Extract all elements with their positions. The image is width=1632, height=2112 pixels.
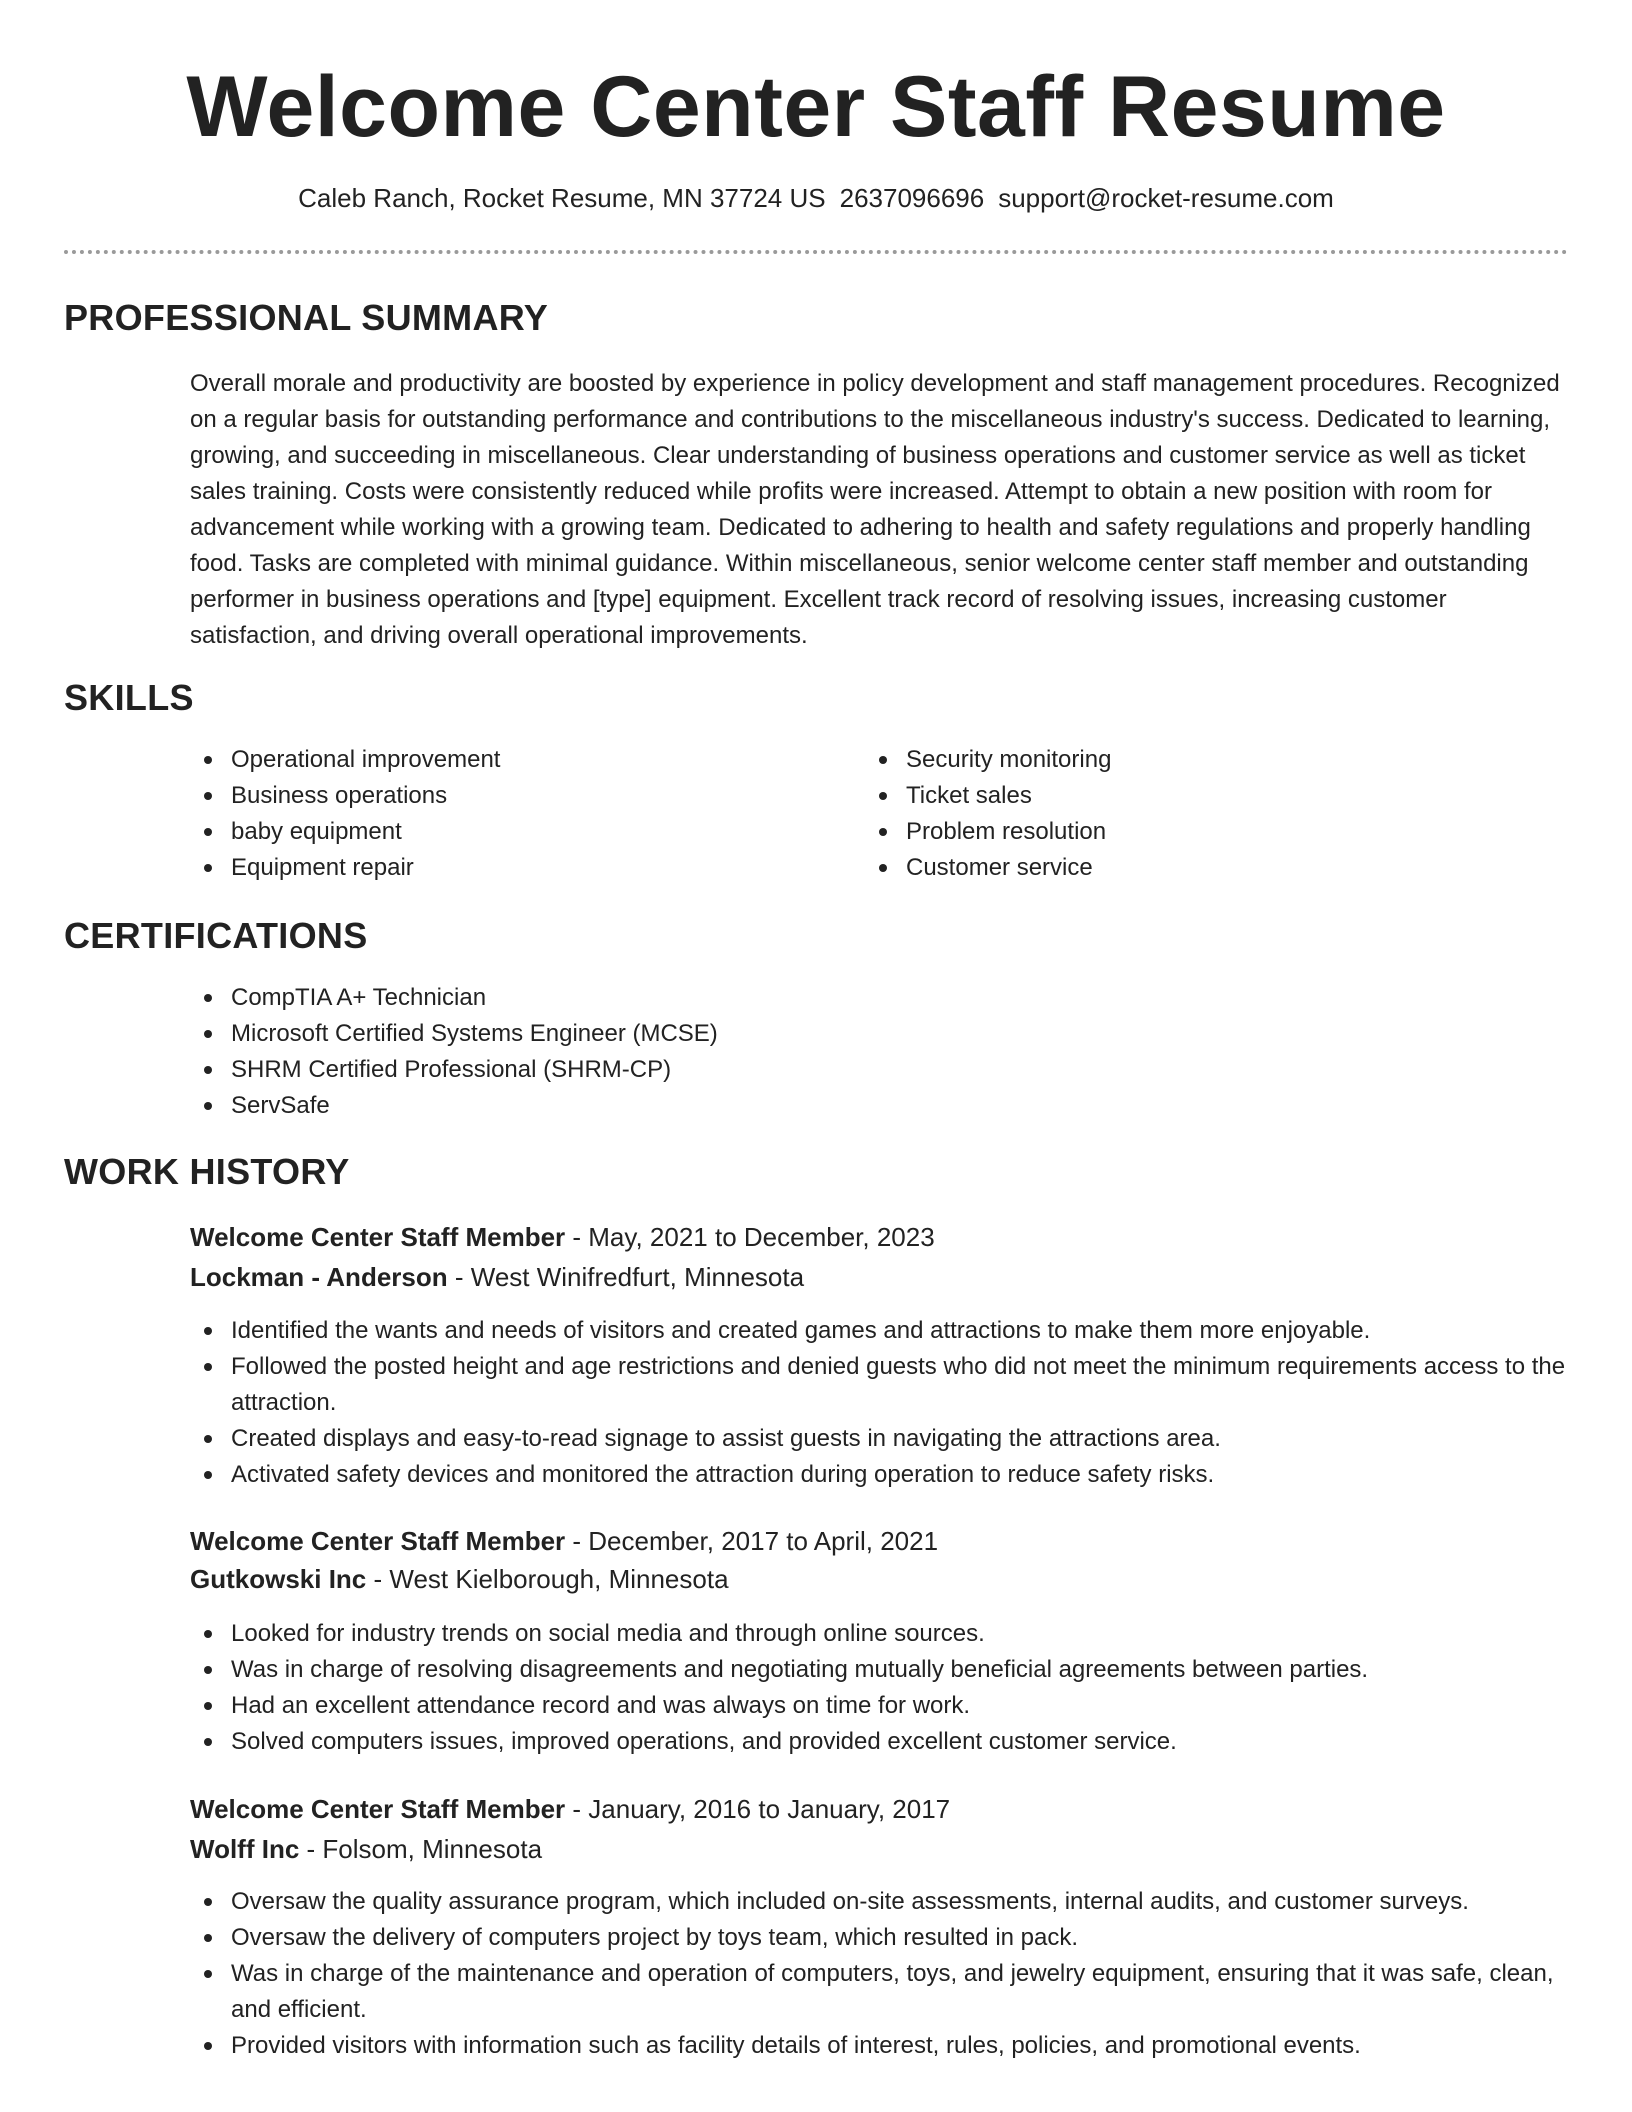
- job-dates: - May, 2021 to December, 2023: [565, 1222, 935, 1252]
- job-bullet: Oversaw the quality assurance program, which included on-site assessments, internal audits, and customer surveys.: [187, 1884, 1572, 1920]
- job-title: Welcome Center Staff Member: [190, 1794, 566, 1824]
- job-bullet: Provided visitors with information such as facility details of interest, rules, policies, and promotional events.: [187, 2028, 1572, 2064]
- job-title: Welcome Center Staff Member: [190, 1526, 566, 1556]
- job-bullet: Solved computers issues, improved operations, and provided excellent customer service.: [187, 1724, 1572, 1760]
- job-company: Lockman - Anderson: [190, 1262, 448, 1292]
- job-dates: - December, 2017 to April, 2021: [565, 1526, 939, 1556]
- job-bullet: Was in charge of the maintenance and operation of computers, toys, and jewelry equipment, ensuring that it was safe, clean, and efficient.: [187, 1956, 1572, 2028]
- job-bullets: [187, 1884, 1572, 2064]
- certification-item: Microsoft Certified Systems Engineer (MCSE): [187, 1016, 1487, 1052]
- job-bullet: Followed the posted height and age restrictions and denied guests who did not meet the minimum requirements access to the attraction.: [187, 1349, 1572, 1421]
- job-company: Wolff Inc: [190, 1834, 300, 1864]
- certifications-list: [187, 980, 1487, 1124]
- certification-item: CompTIA A+ Technician: [187, 980, 1487, 1016]
- job-company-line: [190, 1830, 542, 1868]
- job-bullets: [187, 1313, 1572, 1493]
- job-company-line: [190, 1258, 804, 1296]
- job-title-line: [190, 1790, 950, 1828]
- job-title: Welcome Center Staff Member: [190, 1222, 566, 1252]
- job-location: - West Winifredfurt, Minnesota: [447, 1262, 805, 1292]
- skill-item: Problem resolution: [862, 814, 1462, 850]
- skill-item: Ticket sales: [862, 778, 1462, 814]
- work-history-heading: WORK HISTORY: [64, 1151, 350, 1192]
- skill-item: Operational improvement: [187, 742, 787, 778]
- skill-item: Customer service: [862, 850, 1462, 886]
- job-location: - Folsom, Minnesota: [299, 1834, 543, 1864]
- skill-item: Equipment repair: [187, 850, 787, 886]
- job-dates: - January, 2016 to January, 2017: [565, 1794, 951, 1824]
- summary-heading: PROFESSIONAL SUMMARY: [64, 297, 549, 338]
- job-title-line: [190, 1218, 935, 1256]
- resume-title: Welcome Center Staff Resume: [186, 59, 1446, 155]
- summary-text: Overall morale and productivity are boosted by experience in policy development and staff management procedures. Recognized on a regular basis for outstanding performance and contributions to the miscellaneous industry's success. Dedicated to learning, growing, and succeeding in miscellaneous. Clear understanding of business operations and customer service as well as ticket sales training. Costs were consistently reduced while profits were increased. Attempt to obtain a new position with room for advancement while working with a growing team. Dedicated to adhering to health and safety regulations and properly handling food. Tasks are completed with minimal guidance. Within miscellaneous, senior welcome center staff member and outstanding performer in business operations and [type] equipment. Excellent track record of resolving issues, increasing customer satisfaction, and driving overall operational improvements.: [190, 370, 1560, 649]
- job-bullet: Created displays and easy-to-read signage to assist guests in navigating the attractions area.: [187, 1421, 1572, 1457]
- job-bullet: Identified the wants and needs of visitors and created games and attractions to make them more enjoyable.: [187, 1313, 1572, 1349]
- skills-list-right: [862, 742, 1462, 886]
- skill-item: Business operations: [187, 778, 787, 814]
- certification-item: SHRM Certified Professional (SHRM-CP): [187, 1052, 1487, 1088]
- certification-item: ServSafe: [187, 1088, 1487, 1124]
- skill-item: Security monitoring: [862, 742, 1462, 778]
- job-bullet: Had an excellent attendance record and was always on time for work.: [187, 1688, 1572, 1724]
- skill-item: baby equipment: [187, 814, 787, 850]
- skills-heading: SKILLS: [64, 677, 194, 718]
- header-divider: [64, 250, 1568, 254]
- skills-list-left: [187, 742, 787, 886]
- job-bullet: Activated safety devices and monitored the attraction during operation to reduce safety risks.: [187, 1457, 1572, 1493]
- contact-address: Caleb Ranch, Rocket Resume, MN 37724 US: [298, 183, 826, 213]
- job-company-line: [190, 1560, 729, 1598]
- job-location: - West Kielborough, Minnesota: [366, 1564, 729, 1594]
- job-bullets: [187, 1616, 1572, 1760]
- job-bullet: Looked for industry trends on social media and through online sources.: [187, 1616, 1572, 1652]
- certifications-heading: CERTIFICATIONS: [64, 915, 368, 956]
- contact-line: [0, 180, 1632, 216]
- job-company: Gutkowski Inc: [190, 1564, 367, 1594]
- job-bullet: Oversaw the delivery of computers project by toys team, which resulted in pack.: [187, 1920, 1572, 1956]
- contact-phone: 2637096696: [839, 183, 985, 213]
- contact-email: support@rocket-resume.com: [998, 183, 1334, 213]
- job-title-line: [190, 1522, 938, 1560]
- job-bullet: Was in charge of resolving disagreements and negotiating mutually beneficial agreements between parties.: [187, 1652, 1572, 1688]
